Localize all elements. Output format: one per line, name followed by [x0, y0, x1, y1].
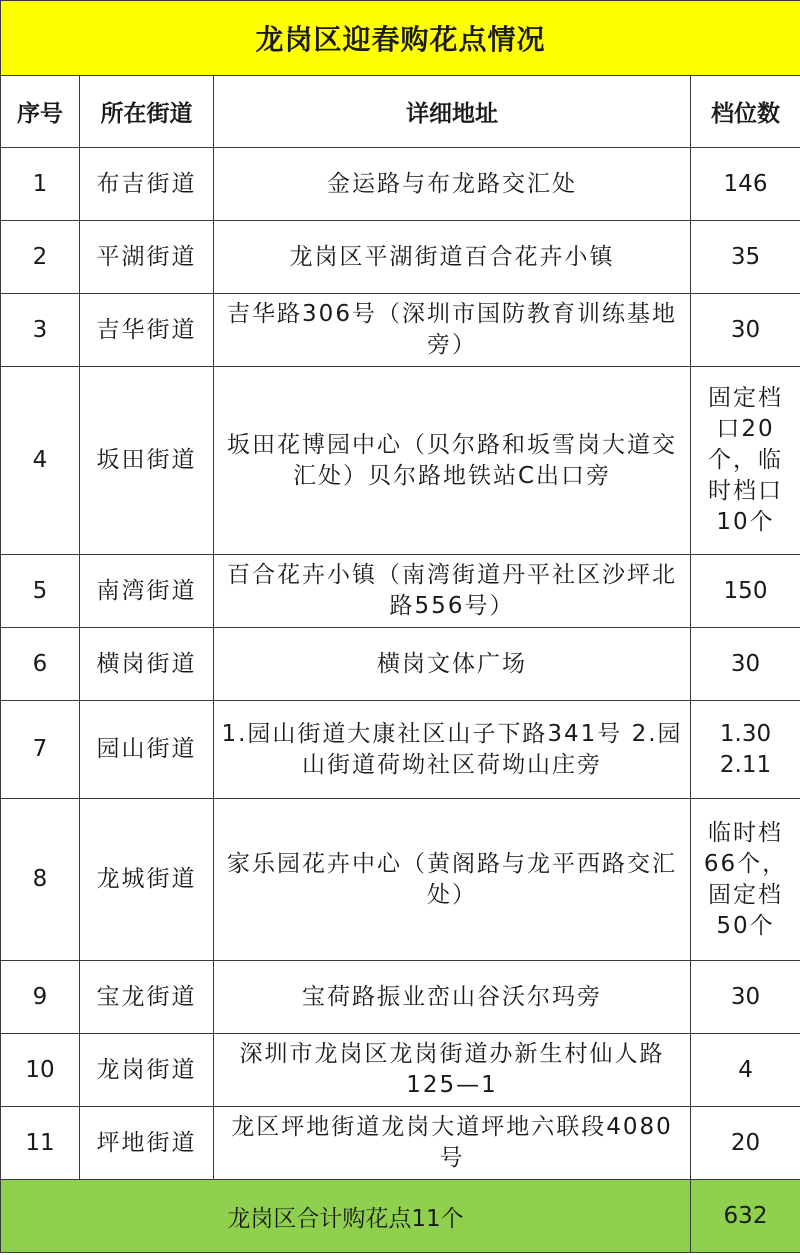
row-street: 园山街道 [80, 701, 214, 799]
row-stalls: 1.30 2.11 [691, 701, 800, 799]
row-address: 1.园山街道大康社区山子下路341号 2.园山街道荷坳社区荷坳山庄旁 [214, 701, 691, 799]
row-stalls: 固定档口20个，临时档口10个 [691, 367, 800, 555]
row-street: 南湾街道 [80, 555, 214, 628]
row-street: 龙岗街道 [80, 1034, 214, 1107]
row-address: 横岗文体广场 [214, 628, 691, 701]
row-street: 坪地街道 [80, 1107, 214, 1180]
table-row [1, 701, 800, 799]
row-number: 11 [1, 1107, 80, 1180]
row-street: 横岗街道 [80, 628, 214, 701]
row-street: 平湖街道 [80, 221, 214, 294]
row-address: 百合花卉小镇（南湾街道丹平社区沙坪北路556号） [214, 555, 691, 628]
row-number: 2 [1, 221, 80, 294]
row-number: 4 [1, 367, 80, 555]
row-stalls: 146 [691, 148, 800, 221]
row-street: 龙城街道 [80, 799, 214, 961]
table-row [1, 294, 800, 367]
row-stalls: 20 [691, 1107, 800, 1180]
total-label: 龙岗区合计购花点11个 [1, 1180, 691, 1253]
table-row [1, 555, 800, 628]
total-row [1, 1180, 800, 1253]
title-row [1, 1, 800, 76]
row-number: 8 [1, 799, 80, 961]
row-stalls: 4 [691, 1034, 800, 1107]
row-stalls: 临时档66个，固定档50个 [691, 799, 800, 961]
table-title: 龙岗区迎春购花点情况 [1, 1, 800, 76]
row-number: 6 [1, 628, 80, 701]
header-stalls: 档位数 [691, 76, 800, 148]
row-address: 深圳市龙岗区龙岗街道办新生村仙人路125—1 [214, 1034, 691, 1107]
total-value: 632 [691, 1180, 800, 1253]
table-row [1, 367, 800, 555]
row-number: 7 [1, 701, 80, 799]
header-address: 详细地址 [214, 76, 691, 148]
table-row [1, 148, 800, 221]
row-stalls: 150 [691, 555, 800, 628]
row-street: 吉华街道 [80, 294, 214, 367]
row-address: 家乐园花卉中心（黄阁路与龙平西路交汇处） [214, 799, 691, 961]
table-row [1, 221, 800, 294]
row-address: 宝荷路振业峦山谷沃尔玛旁 [214, 961, 691, 1034]
row-address: 龙区坪地街道龙岗大道坪地六联段4080号 [214, 1107, 691, 1180]
row-stalls: 35 [691, 221, 800, 294]
row-street: 宝龙街道 [80, 961, 214, 1034]
row-address: 龙岗区平湖街道百合花卉小镇 [214, 221, 691, 294]
row-stalls: 30 [691, 961, 800, 1034]
row-number: 1 [1, 148, 80, 221]
row-number: 9 [1, 961, 80, 1034]
header-street: 所在街道 [80, 76, 214, 148]
row-stalls: 30 [691, 294, 800, 367]
row-street: 坂田街道 [80, 367, 214, 555]
row-street: 布吉街道 [80, 148, 214, 221]
header-row [1, 76, 800, 148]
table-row [1, 961, 800, 1034]
row-number: 10 [1, 1034, 80, 1107]
row-number: 3 [1, 294, 80, 367]
row-stalls: 30 [691, 628, 800, 701]
header-number: 序号 [1, 76, 80, 148]
row-address: 坂田花博园中心（贝尔路和坂雪岗大道交汇处）贝尔路地铁站C出口旁 [214, 367, 691, 555]
row-address: 吉华路306号（深圳市国防教育训练基地旁） [214, 294, 691, 367]
row-address: 金运路与布龙路交汇处 [214, 148, 691, 221]
table-row [1, 1034, 800, 1107]
table-row [1, 799, 800, 961]
table-row [1, 628, 800, 701]
table-row [1, 1107, 800, 1180]
row-number: 5 [1, 555, 80, 628]
